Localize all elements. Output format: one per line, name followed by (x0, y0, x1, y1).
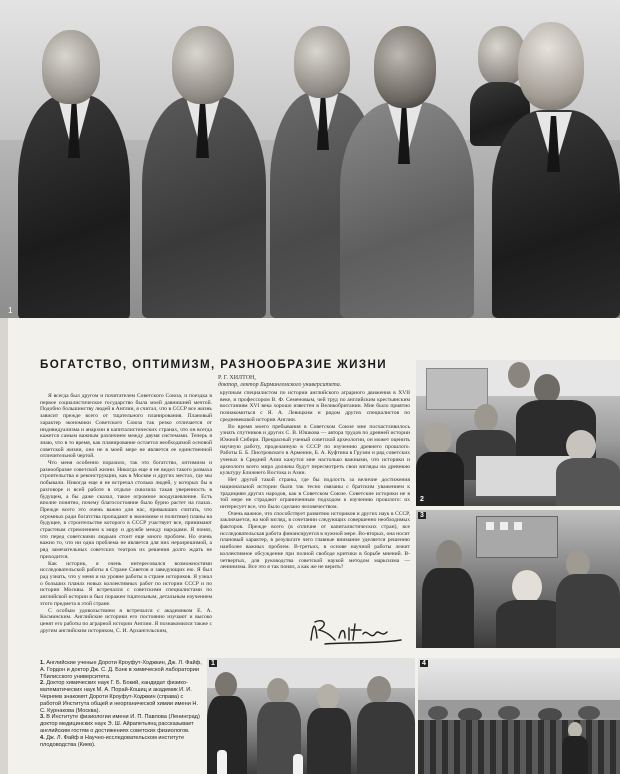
caption-item (40, 660, 202, 680)
caption-item (40, 735, 202, 749)
caption-text: В Институте физиологии имени И. П. Павлова (Ленинград) доктор медицинских наук Э. Ш. Айрапетьянц рассказывает английским гостям о достижениях советских физиологов. (40, 714, 200, 734)
author-signature (305, 614, 405, 650)
photo-number-label: 1 (8, 306, 13, 315)
caption-item (40, 680, 202, 714)
article-headline: БОГАТСТВО, ОПТИМИЗМ, РАЗНООБРАЗИЕ ЖИЗНИ (40, 358, 388, 371)
article-paragraph: Нет другой такой страны, где бы подлость за величие достижения национальной истории были так тесно связаны с братским уважением к традициям других народов, как в Советском Союзе. Советские историки не в той мере не страдают ограниченным подходом к изучению прошлого: их интересует все, что было сделано человечеством. (220, 477, 410, 510)
person-figure (138, 18, 268, 318)
photo-captions (40, 660, 202, 748)
caption-number: 1. (40, 660, 45, 666)
article-paragraph: Я всегда был другом и почитателем Советского Союза, и поездка в первое социалистическое государство была моей давнишней мечтой. Подобно большинству людей в Англии, я считал, что в СССР все жизнь зависит прежде всего от тщательного планирования. Плановый характер экономики Советского Союза так резко отличается от индивидуализма и анархии в капиталистических странах, что он всегда кажется самым важным различием между двумя системами. Теперь я знаю, что в то время, как планирование остается необходимой основой советской жизни, оно не в моей мере не является ее единственной отличительной чертой. (40, 393, 212, 460)
article-paragraph: Как историк, я очень интересовался возможностями исследовательской работы в Стране Советов и заведующих ею. Я был рад узнать, что у меня и на уровне работы в стране историков. Я узнал о больших планах новых коллективных работ по истории СССР и по истории Москвы. Я встречался с советскими специалистами по английской истории и был поражен тщательным, детальным изучением этого предмета в этой стране. (40, 560, 212, 607)
caption-number: 3. (40, 714, 45, 721)
caption-item (40, 714, 202, 734)
person-figure (486, 22, 620, 318)
photo-number-label: 3 (420, 512, 424, 519)
photo-number-label: 4 (422, 660, 426, 667)
article-paragraph: Во время моего пребывания в Советском Союзе мне посчастливилось узнать спутников и других С. В. Юшкова — автора трудов по древней истории Южной Сибири. Прекрасный ученый советской археологии, он может оценить научную работу, проделанную в СССР по изучению древнего прошлого. Работы Б. Б. Пиотровского в Армении, Б. А. Куфтина в Грузии и ряд советских ученых в Средней Азии кажутся мне настолько важными, что историки и археологи всего мира должны будут пересмотреть свои взгляды на древнюю культуру Ближнего Востока и Азии. (220, 423, 410, 477)
caption-text: Английские ученые Дороти Кроуфут-Ходжкин, Дж. Л. Файф, А. Гордон и доктор Дж. С. Д. Бэнк в химической лаборатории Тбилисского университета. (40, 660, 202, 680)
article-paragraph: С особым удовольствием я встречался с академиком Е. А. Косминским. Английские историки его постоянно изучают и высоко ценят его работы по аграрной истории Англии. Я познакомился также с другим английским историком, С. И. Архангельским, (40, 607, 212, 634)
photo-lab-meeting (416, 360, 620, 506)
article-column-1 (40, 393, 212, 643)
caption-text: Дж. Л. Файф в Научно-исследовательском институте плодоводства (Киев). (40, 734, 185, 748)
person-figure (336, 20, 476, 318)
byline-name: Р. Г. ХИЛТОН, (218, 375, 256, 381)
photo-orchard-institute (418, 658, 620, 774)
photo-chemistry-lab (207, 658, 415, 774)
byline (218, 375, 408, 389)
caption-text: Доктор химических наук Г. Б. Бокий, кандидат физико-математических наук М. А. Порай-Кошиц и академик И. И. Черняев знакомят Дороти Кроуфут-Ходжкин (справа) с работой Института общей и неорганической химии имени Н. С. Курнакова (Москва). (40, 680, 199, 714)
photo-number-label: 2 (420, 496, 424, 503)
caption-number: 2. (40, 680, 45, 687)
page-edge-strip (0, 318, 8, 774)
photo-physiology-institute (416, 510, 620, 648)
group-photograph (0, 0, 620, 318)
article-column-2 (220, 390, 410, 626)
article-paragraph: Что меня особенно поразило, так это богатство, оптимизм и разнообразие советской жизни. Никогда еще я не видел такого размаха строительства и реконструкции, как в Москве и других местах, где мы побывали. Никогда еще я не встречал столько людей, у которых бы в разговоре и всей работе в отдыхе сквозила такая уверенность в будущем, а бы даже сказал, такое огромное воодушевление. Есть вполне понятно, почему благосостояние было бурно растет на глазах. Прежде всего это очень важно для нас, привыкших считать, что огромных ради богатства пропадают в экономике и политике) планы на будущее, в строительстве которого в СССР участвует все, принимают страстным стремлением к миру и дружбе между народами. Я понял, что перед советскими людьми стоит еще много проблем. Но очень важно то, что ни одна проблема не является для них неразрешимой, а ряд замечательных советских театров их решения долго ждать не приходится. (40, 460, 212, 560)
article-paragraph: крупным специалистом по истории английского аграрного движения в XVII веке, и профессором В. Ф. Семеновым, чей труд по английским крестьянским восстаниям XVI века хорошо известен в Великобритании. Мне было приятно познакомиться с Я. А. Левицким и рядом других специалистов по средневековой истории Англии. (220, 390, 410, 423)
person-figure (14, 20, 134, 318)
caption-number: 4. (40, 734, 45, 741)
article-paragraph: Очень важное, что способствует развитию историков и других наук в СССР, заключается, на мой взгляд, в сочетании следующих совершенно необходимых факторов. Прежде всего (в отличие от капиталистических стран), все исследовательская работа финансируется в нужной мере. Во-вторых, она носит плановый характер, в результате чего главные внимание уделяется решению наиболее важных проблем. В-третьих, в основе научной работы лежит коллективное обсуждение при полной свободе критики в борьбе мнений. В-четвертых, для руководства советской наукой методом марксизма — ленинизма. Все это я так понял, а как же не верить? (220, 510, 410, 571)
byline-title: доктор, лектор Бирмингемского университета. (218, 382, 342, 388)
photo-number-label: 1 (211, 660, 215, 667)
